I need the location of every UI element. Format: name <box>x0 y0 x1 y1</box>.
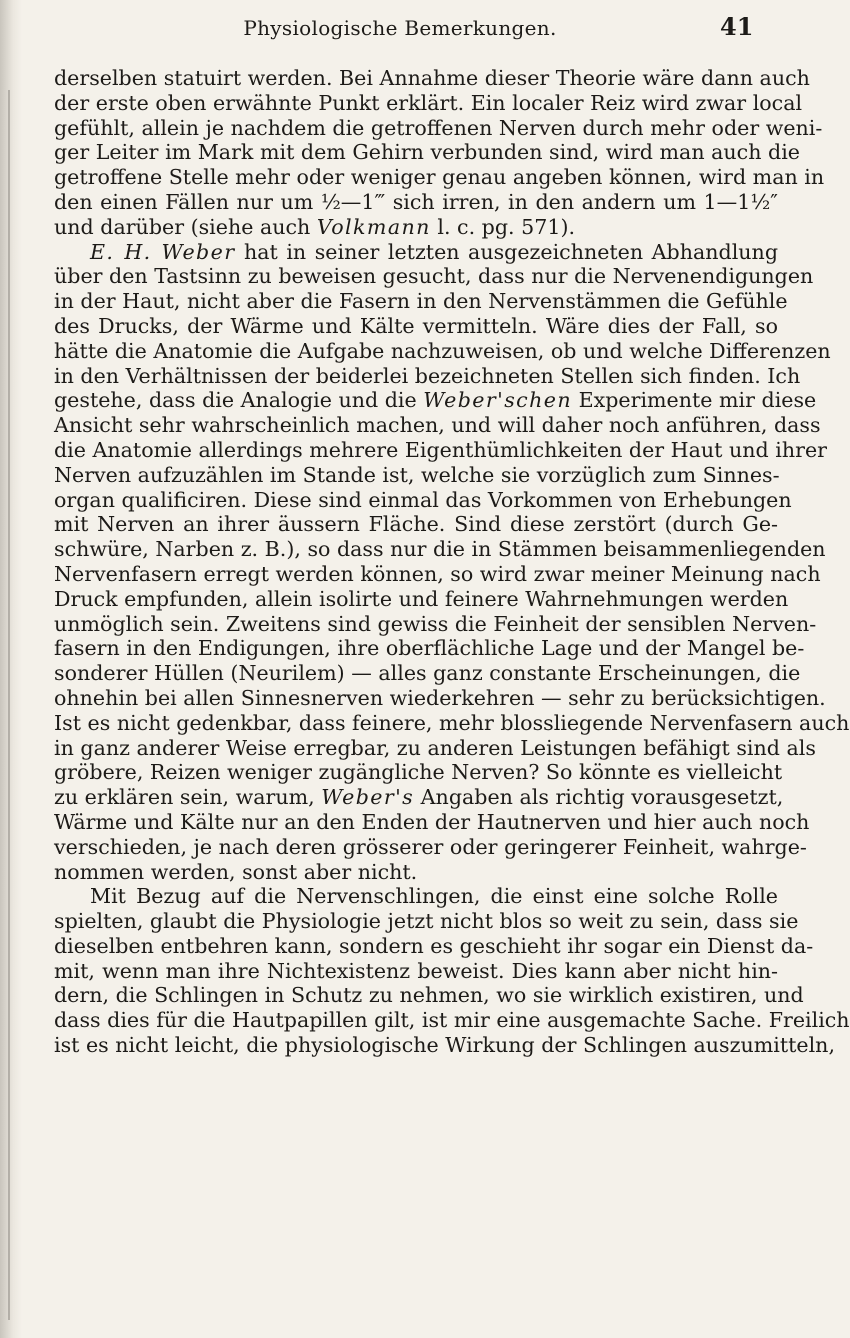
text-line: E. H. Weber hat in seiner letzten ausgezeichneten Abhandlung <box>90 239 779 264</box>
text-line: den einen Fällen nur um ½—1‴ sich irren, in den andern um 1—1½″ <box>54 189 778 214</box>
text-line: ist es nicht leicht, die physiologische Wirkung der Schlingen auszumitteln, <box>54 1033 835 1058</box>
text-line: derselben statuirt werden. Bei Annahme dieser Theorie wäre dann auch <box>54 66 810 90</box>
text-line: fasern in den Endigungen, ihre oberflächliche Lage und der Mangel be- <box>54 636 805 661</box>
text-line: ohnehin bei allen Sinnesnerven wiederkehren — sehr zu berücksichtigen. <box>54 685 826 710</box>
text-line: organ qualificiren. Diese sind einmal das Vorkommen von Erhebungen <box>54 487 792 512</box>
text-line: und darüber (siehe auch Volkmann l. c. pg. 571). <box>54 214 576 239</box>
text-line: Nerven aufzuzählen im Stande ist, welche sie vorzüglich zum Sinnes- <box>54 462 780 487</box>
text-line: mit, wenn man ihre Nichtexistenz beweist. Dies kann aber nicht hin- <box>54 958 778 983</box>
text-line: der erste oben erwähnte Punkt erklärt. Ein localer Reiz wird zwar local <box>54 90 803 115</box>
text-line: in ganz anderer Weise erregbar, zu anderen Leistungen befähigt sind als <box>54 735 816 760</box>
text-line: Ist es nicht gedenkbar, dass feinere, mehr blossliegende Nervenfasern auch <box>54 710 850 735</box>
binding-edge-line <box>8 90 10 1320</box>
running-title: Physiologische Bemerkungen. <box>243 16 557 40</box>
text-line: spielten, glaubt die Physiologie jetzt nicht blos so weit zu sein, dass sie <box>54 909 799 934</box>
text-line: ger Leiter im Mark mit dem Gehirn verbunden sind, wird man auch die <box>54 140 800 165</box>
text-line: sonderer Hüllen (Neurilem) — alles ganz constante Erscheinungen, die <box>54 661 801 686</box>
author-name: E. H. Weber <box>90 239 236 264</box>
text-line: des Drucks, der Wärme und Kälte vermitteln. Wäre dies der Fall, so <box>54 313 778 338</box>
text-line: gestehe, dass die Analogie und die Weber'schen Experimente mir diese <box>54 388 817 413</box>
text-line: mit Nerven an ihrer äussern Fläche. Sind diese zerstört (durch Ge- <box>54 512 778 537</box>
text-line: gefühlt, allein je nachdem die getroffenen Nerven durch mehr oder weni- <box>54 115 823 140</box>
page-number: 41 <box>720 12 754 41</box>
text-line: schwüre, Narben z. B.), so dass nur die in Stämmen beisammenliegenden <box>54 537 826 562</box>
author-name: Weber'schen <box>423 388 573 413</box>
text-line: dern, die Schlingen in Schutz zu nehmen, wo sie wirklich existiren, und <box>54 983 804 1008</box>
author-name: Weber's <box>321 785 415 810</box>
text-line: Nervenfasern erregt werden können, so wird zwar meiner Meinung nach <box>54 561 821 586</box>
text-line: unmöglich sein. Zweitens sind gewiss die Feinheit der sensiblen Nerven- <box>54 611 817 636</box>
text-line: über den Tastsinn zu beweisen gesucht, dass nur die Nervenendigungen <box>54 264 814 289</box>
text-line: in der Haut, nicht aber die Fasern in den Nervenstämmen die Gefühle <box>54 289 788 314</box>
page-edge-shadow <box>0 0 22 1338</box>
text-line: die Anatomie allerdings mehrere Eigenthümlichkeiten der Haut und ihrer <box>54 437 827 462</box>
text-line: Druck empfunden, allein isolirte und feinere Wahrnehmungen werden <box>54 586 789 611</box>
text-line: Mit Bezug auf die Nervenschlingen, die einst eine solche Rolle <box>90 884 778 909</box>
text-line: zu erklären sein, warum, Weber's Angaben als richtig vorausgesetzt, <box>54 785 784 810</box>
page-header <box>0 6 800 46</box>
author-name: Volkmann <box>316 214 431 239</box>
text-line: nommen werden, sonst aber nicht. <box>54 859 418 884</box>
body-text <box>54 66 850 1058</box>
text-line: dieselben entbehren kann, sondern es geschieht ihr sogar ein Dienst da- <box>54 933 814 958</box>
text-line: Wärme und Kälte nur an den Enden der Hautnerven und hier auch noch <box>54 809 810 834</box>
text-line: gröbere, Reizen weniger zugängliche Nerven? So könnte es vielleicht <box>54 760 783 785</box>
text-line: hätte die Anatomie die Aufgabe nachzuweisen, ob und welche Differenzen <box>54 338 831 363</box>
text-line: verschieden, je nach deren grösserer oder geringerer Feinheit, wahrge- <box>54 834 807 859</box>
text-line: getroffene Stelle mehr oder weniger genau angeben können, wird man in <box>54 165 825 190</box>
text-line: dass dies für die Hautpapillen gilt, ist mir eine ausgemachte Sache. Freilich <box>54 1008 850 1033</box>
text-line: Ansicht sehr wahrscheinlich machen, und will daher noch anführen, dass <box>54 413 821 438</box>
text-line: in den Verhältnissen der beiderlei bezeichneten Stellen sich finden. Ich <box>54 363 801 388</box>
